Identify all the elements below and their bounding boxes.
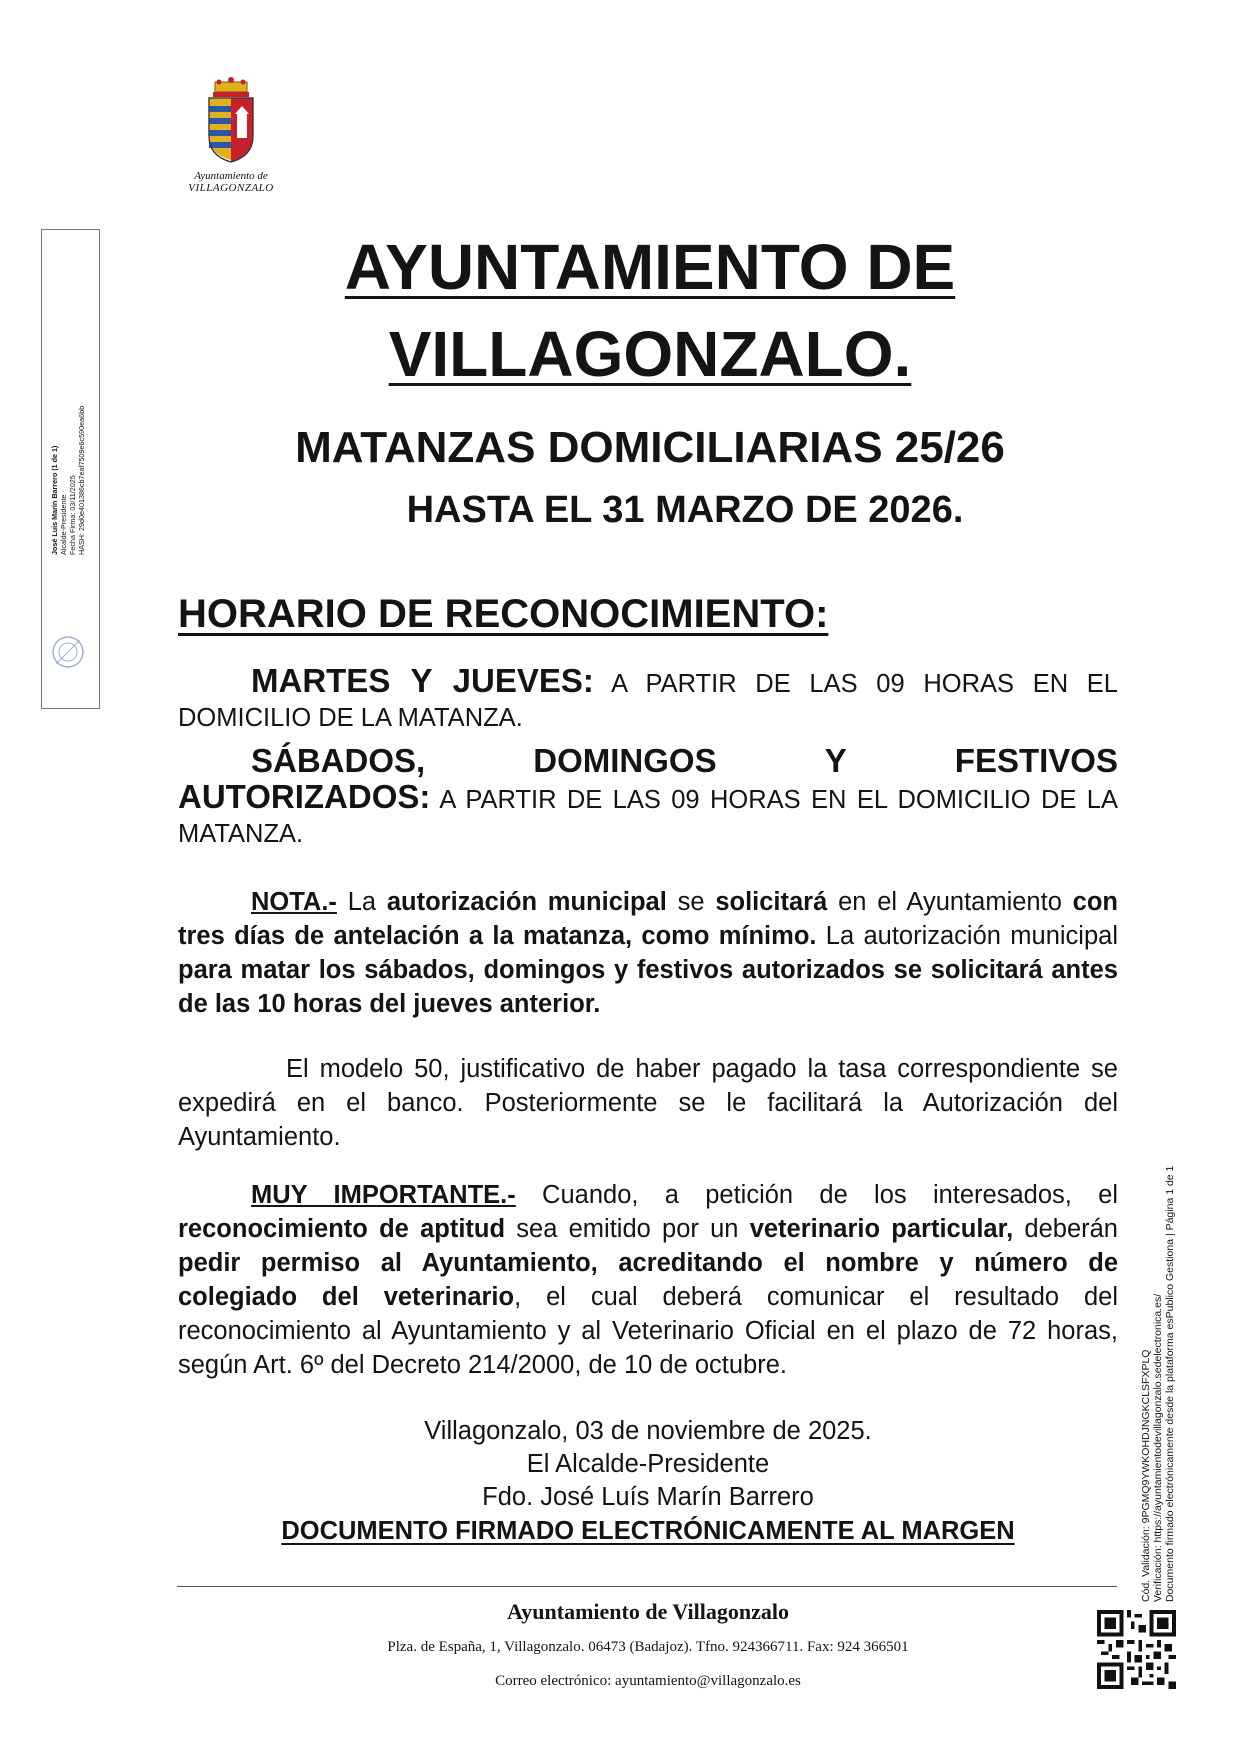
electronically-signed-notice: DOCUMENTO FIRMADO ELECTRÓNICAMENTE AL MARGEN (281, 1517, 1015, 1545)
importante-text-2: sea emitido por un (505, 1215, 750, 1243)
importante-bold-3: pedir permiso al Ayuntamiento, acreditando el nombre y número de colegiado del veterinario (178, 1249, 1118, 1311)
nota-text-1: La (336, 888, 387, 916)
importante-bold-2: veterinario particular, (749, 1215, 1014, 1243)
logo-caption-line1: Ayuntamiento de (194, 170, 268, 182)
schedule-sabados-text: A PARTIR DE LAS 09 HORAS EN EL DOMICILIO DE LA MATANZA. (178, 786, 1118, 848)
footer-divider (177, 1586, 1117, 1587)
nota-label: NOTA.- (251, 888, 337, 916)
signature-date: Fecha Firma: 03/11/2025 (68, 475, 77, 555)
nota-text-4: La autorización municipal (816, 922, 1118, 950)
importante-text-4: , el cual deberá comunicar el resultado del reconocimiento al Ayuntamiento y al Veterinario Oficial en el plazo de 72 horas, según Art. 6º del Decreto 214/2000, de 10 de octubre. (178, 1283, 1119, 1379)
section-heading-horario: HORARIO DE RECONOCIMIENTO: (178, 592, 829, 636)
logo-caption-line2: VILLAGONZALO (188, 182, 274, 194)
footer-email[interactable]: Correo electrónico: ayuntamiento@villagonzalo.es (495, 1673, 801, 1689)
importante-text-3: deberán (1013, 1215, 1118, 1243)
schedule-autorizados-label: AUTORIZADOS: (178, 778, 431, 815)
schedule-word-festivos: FESTIVOS (954, 742, 1118, 779)
modelo-50-paragraph: El modelo 50, justificativo de haber pagado la tasa correspondiente se expedirá en el banco. Posteriormente se le facilitará la Autorización del Ayuntamiento. (178, 1055, 1118, 1151)
subtitle-line1: MATANZAS DOMICILIARIAS 25/26 (295, 423, 1005, 472)
schedule-martes-jueves (178, 664, 1118, 735)
verification-url: Verificación: https://ayuntamientodevillagonzalo.sedelectronica.es/ (1152, 1293, 1164, 1602)
platform-note: Documento firmado electrónicamente desde la plataforma esPublico Gestiona | Página 1 de 1 (1164, 1165, 1176, 1602)
signature-role: Alcalde-Presidente (59, 494, 68, 555)
nota-bold-1: autorización municipal (386, 888, 667, 916)
sign-role: El Alcalde-Presidente (526, 1450, 770, 1478)
nota-text-3: en el Ayuntamiento (827, 888, 1073, 916)
nota-bold-4: para matar los sábados, domingos y festivos autorizados se solicitará antes de las 10 horas del jueves anterior. (178, 956, 1118, 1018)
importante-paragraph (178, 1178, 1118, 1382)
crest-icon (201, 76, 261, 166)
page-title-line1: AYUNTAMIENTO DE (344, 231, 956, 303)
importante-text-1: Cuando, a petición de los interesados, el (515, 1181, 1118, 1209)
municipal-crest-logo (175, 76, 287, 196)
schedule-word-sabados: SÁBADOS, (251, 742, 426, 779)
signature-signer: José Luis Marín Barrero (1 de 1) (50, 445, 59, 555)
schedule-word-domingos: DOMINGOS (533, 742, 717, 779)
importante-label: MUY IMPORTANTE.- (251, 1181, 516, 1209)
signature-seal-icon (50, 634, 86, 670)
signature-hash: HASH: 29d0e401386cb7eaf7509e6c590ea6bb (77, 405, 86, 555)
footer-address: Plza. de España, 1, Villagonzalo. 06473 (Badajoz). Tfno. 924366711. Fax: 924 366501 (387, 1639, 909, 1655)
nota-bold-3: con tres días de antelación a la matanza, como mínimo. (178, 888, 1118, 950)
schedule-sabados-domingos (178, 742, 1118, 851)
sign-place-date: Villagonzalo, 03 de noviembre de 2025. (424, 1417, 872, 1445)
nota-bold-2: solicitará (715, 888, 828, 916)
validation-margin-text (1140, 1166, 1176, 1602)
page-title-line2: VILLAGONZALO. (388, 318, 912, 390)
schedule-martes-text: A PARTIR DE LAS 09 HORAS EN EL DOMICILIO DE LA MATANZA. (178, 670, 1118, 732)
sign-name: Fdo. José Luís Marín Barrero (482, 1483, 814, 1511)
subtitle-line2: HASTA EL 31 MARZO DE 2026. (406, 489, 964, 531)
nota-paragraph (178, 885, 1118, 1021)
importante-bold-1: reconocimiento de aptitud (178, 1215, 506, 1243)
schedule-martes-label: MARTES Y JUEVES: (251, 662, 594, 699)
validation-code: Cód. Validación: 9PGMQ9YWKOHDJNGKCLSFXPLQ (1140, 1349, 1152, 1602)
nota-text-2: se (666, 888, 716, 916)
signature-info (50, 406, 86, 555)
schedule-sabados-heading-row (178, 742, 1118, 780)
schedule-word-y: Y (824, 742, 847, 779)
footer-organization: Ayuntamiento de Villagonzalo (507, 1599, 789, 1624)
